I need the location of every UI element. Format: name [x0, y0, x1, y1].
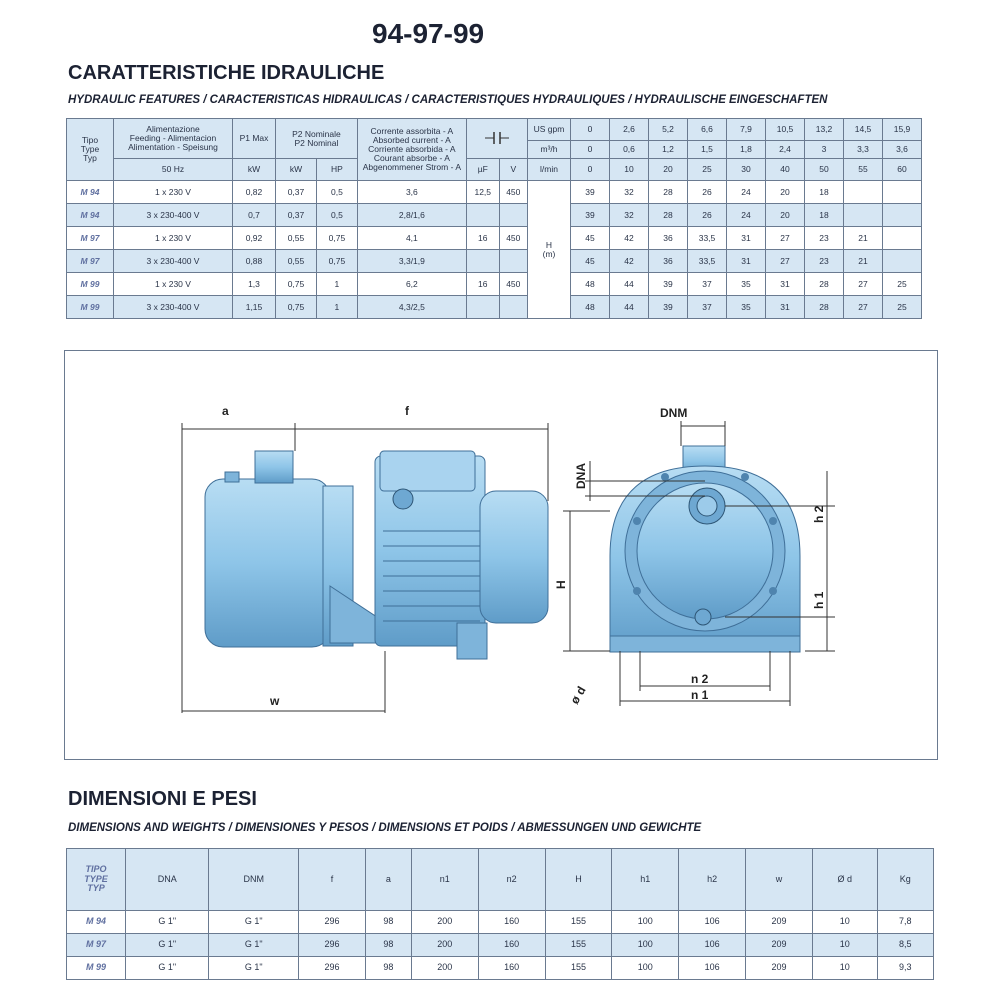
feeding-cell: 3 x 230-400 V	[114, 250, 233, 273]
dim-n2-label: n 2	[691, 672, 709, 686]
flow-m3h-cell: 2,4	[766, 141, 805, 159]
head-cell	[844, 204, 883, 227]
uf-cell	[466, 296, 499, 319]
dimensions-table	[66, 848, 934, 980]
flow-lmin-cell: 20	[649, 159, 688, 181]
head-cell	[883, 181, 922, 204]
unit-usgpm: US gpm	[528, 119, 571, 141]
head-cell	[883, 250, 922, 273]
table-row	[67, 204, 922, 227]
dim-col-header: H	[545, 849, 612, 911]
model-cell: M 97	[67, 227, 114, 250]
head-cell	[883, 204, 922, 227]
flow-usgpm-cell: 10,5	[766, 119, 805, 141]
flow-lmin-cell: 50	[805, 159, 844, 181]
dim-value-cell: 209	[746, 911, 813, 934]
current-cell: 3,3/1,9	[357, 250, 466, 273]
model-cell: M 99	[67, 273, 114, 296]
volt-cell	[499, 296, 527, 319]
p2-kw-cell: 0,55	[276, 250, 317, 273]
flow-usgpm-cell: 5,2	[649, 119, 688, 141]
model-cell: M 97	[67, 934, 126, 957]
head-cell: 44	[610, 273, 649, 296]
current-cell: 4,1	[357, 227, 466, 250]
dim-value-cell: 98	[365, 911, 411, 934]
hydraulic-subheading: HYDRAULIC FEATURES / CARACTERISTICAS HIDRAULICAS / CARACTERISTIQUES HYDRAULIQUES / HYDRAULISCHE EINGESCHAFTEN	[68, 94, 828, 106]
dim-col-header: Ø d	[812, 849, 877, 911]
dim-col-header: DNA	[126, 849, 209, 911]
head-cell: 21	[844, 227, 883, 250]
flow-usgpm-cell: 6,6	[688, 119, 727, 141]
dim-value-cell: 155	[545, 957, 612, 980]
head-cell: 33,5	[688, 250, 727, 273]
model-cell: M 97	[67, 250, 114, 273]
flow-lmin-cell: 55	[844, 159, 883, 181]
dim-value-cell: 98	[365, 934, 411, 957]
feeding-cell: 1 x 230 V	[114, 181, 233, 204]
p2-hp-cell: 1	[316, 296, 357, 319]
pump-front-view	[610, 446, 800, 652]
flow-usgpm-cell: 15,9	[883, 119, 922, 141]
current-cell: 4,3/2,5	[357, 296, 466, 319]
dim-dna-label: DNA	[574, 463, 588, 489]
flow-usgpm-cell: 14,5	[844, 119, 883, 141]
table-row	[67, 250, 922, 273]
table-row	[67, 296, 922, 319]
table-row	[67, 934, 934, 957]
dim-f-label: f	[405, 404, 409, 418]
head-cell: 33,5	[688, 227, 727, 250]
flow-m3h-cell: 3,6	[883, 141, 922, 159]
flow-m3h-cell: 0,6	[610, 141, 649, 159]
dim-value-cell: 7,8	[877, 911, 933, 934]
head-cell: 18	[805, 181, 844, 204]
table-row	[67, 181, 922, 204]
head-cell: 36	[649, 227, 688, 250]
head-cell: 26	[688, 204, 727, 227]
dim-h1-label: h 1	[812, 591, 826, 609]
dim-value-cell: 98	[365, 957, 411, 980]
dim-value-cell: 160	[478, 957, 545, 980]
model-cell: M 94	[67, 204, 114, 227]
head-cell: 35	[727, 296, 766, 319]
dim-col-header: f	[299, 849, 366, 911]
flow-lmin-cell: 10	[610, 159, 649, 181]
dim-col-header: Kg	[877, 849, 933, 911]
head-cell: 20	[766, 204, 805, 227]
head-cell: 35	[727, 273, 766, 296]
head-cell: 44	[610, 296, 649, 319]
volt-cell	[499, 250, 527, 273]
p2-kw-cell: 0,75	[276, 296, 317, 319]
head-cell: 32	[610, 181, 649, 204]
dim-value-cell: G 1"	[209, 957, 299, 980]
current-cell: 6,2	[357, 273, 466, 296]
dim-col-header: TIPO TYPE TYP	[67, 849, 126, 911]
head-cell	[883, 227, 922, 250]
p2-hp-cell: 0,75	[316, 250, 357, 273]
head-cell: 31	[766, 273, 805, 296]
flow-lmin-cell: 30	[727, 159, 766, 181]
flow-m3h-cell: 1,2	[649, 141, 688, 159]
dim-col-header: a	[365, 849, 411, 911]
dim-value-cell: 100	[612, 934, 679, 957]
head-cell: 24	[727, 204, 766, 227]
uf-cell: 16	[466, 273, 499, 296]
head-cell: 28	[649, 204, 688, 227]
table-row	[67, 273, 922, 296]
dim-value-cell: 10	[812, 957, 877, 980]
head-cell: 24	[727, 181, 766, 204]
col-header-p1-unit: kW	[233, 159, 276, 181]
head-cell: 18	[805, 204, 844, 227]
p1-cell: 0,88	[233, 250, 276, 273]
dim-value-cell: G 1"	[126, 911, 209, 934]
table-row	[67, 911, 934, 934]
head-cell: 36	[649, 250, 688, 273]
flow-usgpm-cell: 7,9	[727, 119, 766, 141]
flow-lmin-cell: 60	[883, 159, 922, 181]
dim-od-label: ø d	[567, 683, 589, 707]
dim-value-cell: G 1"	[209, 911, 299, 934]
flow-usgpm-cell: 13,2	[805, 119, 844, 141]
head-cell: 39	[649, 296, 688, 319]
table-row	[67, 227, 922, 250]
head-cell: 45	[571, 250, 610, 273]
head-cell: 31	[727, 250, 766, 273]
head-cell: 42	[610, 227, 649, 250]
p1-cell: 0,7	[233, 204, 276, 227]
dim-value-cell: 106	[679, 957, 746, 980]
hydraulic-table	[66, 118, 922, 319]
head-cell: 48	[571, 296, 610, 319]
dim-h2-label: h 2	[812, 505, 826, 523]
head-cell: 28	[649, 181, 688, 204]
head-cell: 31	[766, 296, 805, 319]
head-cell: 39	[571, 181, 610, 204]
table-row	[67, 957, 934, 980]
dim-value-cell: 10	[812, 911, 877, 934]
head-cell: 26	[688, 181, 727, 204]
current-cell: 3,6	[357, 181, 466, 204]
feeding-cell: 1 x 230 V	[114, 227, 233, 250]
dim-col-header: w	[746, 849, 813, 911]
unit-m3h: m³/h	[528, 141, 571, 159]
volt-cell: 450	[499, 227, 527, 250]
flow-m3h-cell: 3,3	[844, 141, 883, 159]
dim-value-cell: 106	[679, 934, 746, 957]
head-cell: 28	[805, 296, 844, 319]
uf-cell: 16	[466, 227, 499, 250]
dimensions-subheading: DIMENSIONS AND WEIGHTS / DIMENSIONES Y PESOS / DIMENSIONS ET POIDS / ABMESSUNGEN UND GEWICHTE	[68, 822, 702, 834]
dim-col-header: h2	[679, 849, 746, 911]
dim-value-cell: 200	[411, 911, 478, 934]
uf-cell	[466, 204, 499, 227]
col-header-hz: 50 Hz	[114, 159, 233, 181]
col-header-p2-kw: kW	[276, 159, 317, 181]
model-cell: M 94	[67, 181, 114, 204]
head-cell: 25	[883, 273, 922, 296]
dim-value-cell: 209	[746, 957, 813, 980]
col-header-p2: P2 Nominale P2 Nominal	[276, 119, 358, 159]
dim-value-cell: 155	[545, 911, 612, 934]
head-cell: 25	[883, 296, 922, 319]
dim-value-cell: 160	[478, 934, 545, 957]
flow-lmin-cell: 0	[571, 159, 610, 181]
p2-kw-cell: 0,37	[276, 204, 317, 227]
dim-value-cell: 100	[612, 911, 679, 934]
dim-value-cell: 10	[812, 934, 877, 957]
current-cell: 2,8/1,6	[357, 204, 466, 227]
p2-hp-cell: 0,5	[316, 181, 357, 204]
dim-dnm-label: DNM	[660, 406, 688, 420]
feeding-cell: 3 x 230-400 V	[114, 204, 233, 227]
dim-value-cell: 296	[299, 911, 366, 934]
pump-side-view	[205, 451, 548, 659]
capacitor-symbol	[466, 119, 527, 159]
dimensions-heading: DIMENSIONI E PESI	[68, 788, 257, 810]
head-cell: 48	[571, 273, 610, 296]
head-cell: 23	[805, 227, 844, 250]
flow-m3h-cell: 3	[805, 141, 844, 159]
capacitor-icon	[485, 131, 509, 145]
col-header-v: V	[499, 159, 527, 181]
p2-kw-cell: 0,75	[276, 273, 317, 296]
flow-m3h-cell: 1,8	[727, 141, 766, 159]
head-cell: 39	[649, 273, 688, 296]
col-header-p1: P1 Max	[233, 119, 276, 159]
model-cell: M 99	[67, 296, 114, 319]
feeding-cell: 3 x 230-400 V	[114, 296, 233, 319]
model-cell: M 99	[67, 957, 126, 980]
page-title: 94-97-99	[372, 18, 485, 49]
dim-n1-label: n 1	[691, 688, 709, 702]
head-cell: 37	[688, 273, 727, 296]
volt-cell	[499, 204, 527, 227]
head-cell: 20	[766, 181, 805, 204]
head-cell: 27	[844, 296, 883, 319]
dim-col-header: n1	[411, 849, 478, 911]
dim-value-cell: 160	[478, 911, 545, 934]
p2-kw-cell: 0,37	[276, 181, 317, 204]
col-header-feeding: Alimentazione Feeding - Alimentacion Alimentation - Speisung	[114, 119, 233, 159]
head-label: H (m)	[528, 181, 571, 319]
head-cell: 39	[571, 204, 610, 227]
dim-w-label: w	[270, 694, 280, 708]
head-cell: 28	[805, 273, 844, 296]
flow-m3h-cell: 1,5	[688, 141, 727, 159]
head-cell: 45	[571, 227, 610, 250]
flow-usgpm-cell: 0	[571, 119, 610, 141]
p2-hp-cell: 0,5	[316, 204, 357, 227]
feeding-cell: 1 x 230 V	[114, 273, 233, 296]
dim-H-label: H	[554, 580, 568, 589]
volt-cell: 450	[499, 181, 527, 204]
dim-col-header: n2	[478, 849, 545, 911]
head-cell: 31	[727, 227, 766, 250]
dim-value-cell: 9,3	[877, 957, 933, 980]
uf-cell: 12,5	[466, 181, 499, 204]
flow-usgpm-cell: 2,6	[610, 119, 649, 141]
p1-cell: 1,3	[233, 273, 276, 296]
model-cell: M 94	[67, 911, 126, 934]
head-cell: 32	[610, 204, 649, 227]
dim-a-label: a	[222, 404, 229, 418]
flow-m3h-cell: 0	[571, 141, 610, 159]
col-header-p2-hp: HP	[316, 159, 357, 181]
dim-value-cell: 209	[746, 934, 813, 957]
volt-cell: 450	[499, 273, 527, 296]
col-header-type: Tipo Type Typ	[67, 119, 114, 181]
dim-value-cell: 8,5	[877, 934, 933, 957]
pump-dimension-diagram	[65, 351, 937, 759]
dim-value-cell: 296	[299, 957, 366, 980]
head-cell: 27	[766, 250, 805, 273]
p1-cell: 1,15	[233, 296, 276, 319]
p1-cell: 0,92	[233, 227, 276, 250]
p1-cell: 0,82	[233, 181, 276, 204]
dim-value-cell: G 1"	[126, 934, 209, 957]
head-cell: 27	[844, 273, 883, 296]
uf-cell	[466, 250, 499, 273]
p2-hp-cell: 0,75	[316, 227, 357, 250]
dim-value-cell: G 1"	[209, 934, 299, 957]
head-cell	[844, 181, 883, 204]
dim-value-cell: 106	[679, 911, 746, 934]
dim-value-cell: 296	[299, 934, 366, 957]
col-header-uf: µF	[466, 159, 499, 181]
dim-value-cell: 100	[612, 957, 679, 980]
dim-value-cell: G 1"	[126, 957, 209, 980]
head-cell: 27	[766, 227, 805, 250]
pump-drawing	[64, 350, 938, 760]
flow-lmin-cell: 40	[766, 159, 805, 181]
head-cell: 21	[844, 250, 883, 273]
dim-col-header: h1	[612, 849, 679, 911]
head-cell: 42	[610, 250, 649, 273]
unit-lmin: l/min	[528, 159, 571, 181]
flow-lmin-cell: 25	[688, 159, 727, 181]
dim-value-cell: 200	[411, 957, 478, 980]
hydraulic-heading: CARATTERISTICHE IDRAULICHE	[68, 62, 385, 84]
head-cell: 37	[688, 296, 727, 319]
dim-value-cell: 200	[411, 934, 478, 957]
head-cell: 23	[805, 250, 844, 273]
p2-hp-cell: 1	[316, 273, 357, 296]
p2-kw-cell: 0,55	[276, 227, 317, 250]
col-header-current: Corrente assorbita - A Absorbed current - A Corriente absorbida - A Courant absorbe - A Abgenommener Strom - A	[357, 119, 466, 181]
dim-value-cell: 155	[545, 934, 612, 957]
dim-col-header: DNM	[209, 849, 299, 911]
